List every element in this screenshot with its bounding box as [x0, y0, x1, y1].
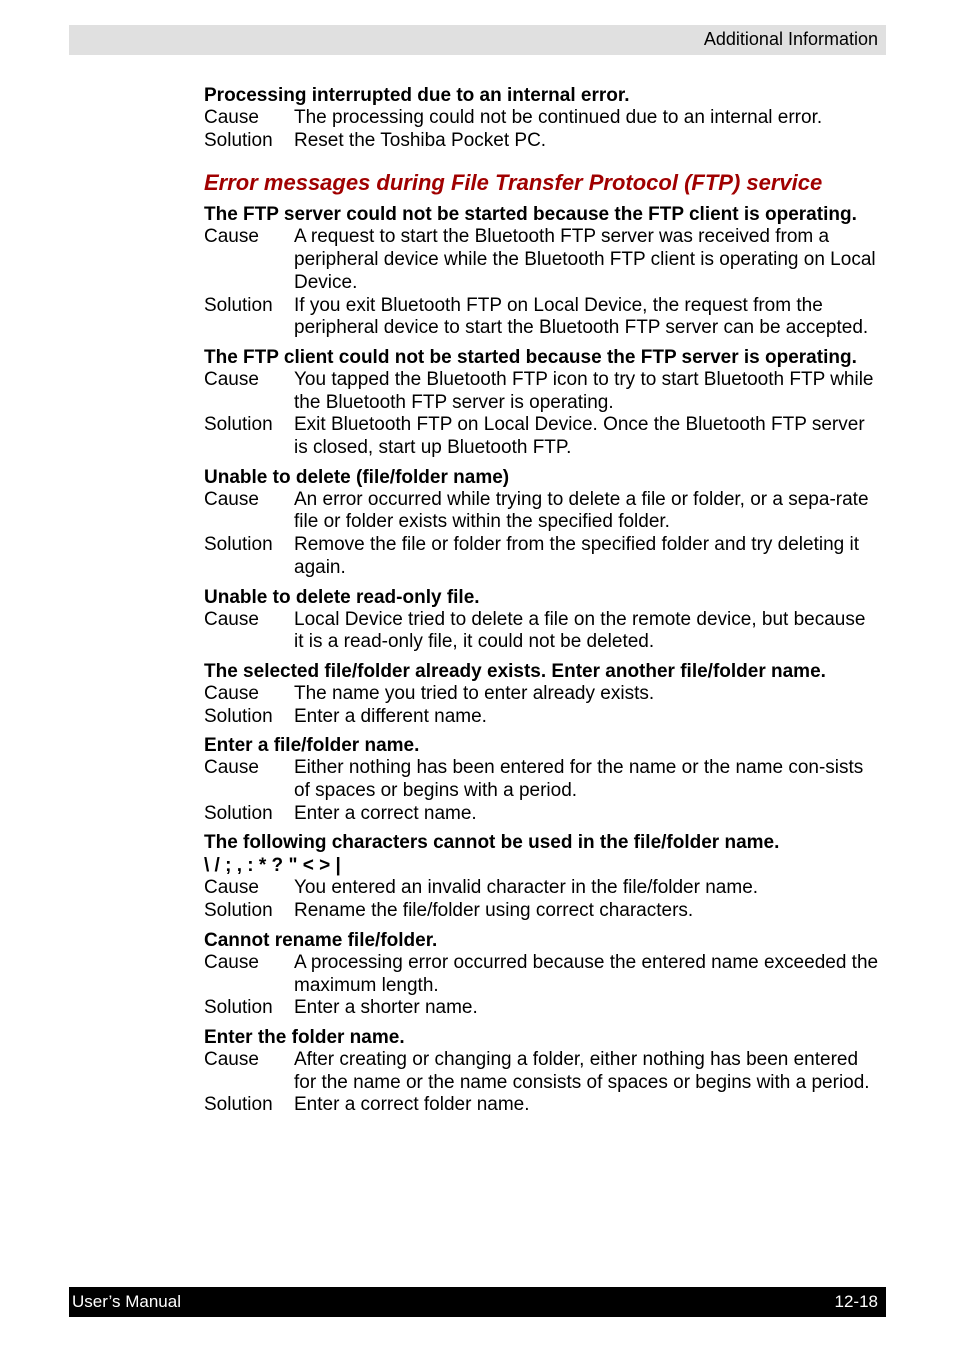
error-entry [204, 929, 880, 1020]
solution-text: Enter a different name. [294, 705, 487, 727]
error-entry [204, 831, 880, 922]
error-title: Unable to delete read-only file. [204, 586, 480, 608]
cause-label: Cause [204, 608, 259, 630]
error-title: Cannot rename file/folder. [204, 929, 438, 951]
error-entry [204, 660, 880, 728]
cause-row [204, 609, 880, 654]
cause-label: Cause [204, 488, 259, 510]
error-entry [204, 586, 880, 654]
cause-text: After creating or changing a folder, either nothing has been entered for the name or the name consists of spaces or begins with a period. [294, 1048, 870, 1093]
footer-manual-title: User’s Manual [72, 1292, 181, 1311]
error-entry [204, 346, 880, 460]
solution-row [204, 803, 880, 826]
cause-text: A request to start the Bluetooth FTP server was received from a peripheral device while the Bluetooth FTP client is operating on Local Device. [294, 226, 876, 293]
solution-row [204, 900, 880, 923]
cause-row [204, 877, 880, 900]
cause-row [204, 489, 880, 534]
solution-row [204, 1094, 880, 1117]
cause-text: Local Device tried to delete a file on the remote device, but because it is a read-only file, it could not be deleted. [294, 608, 866, 653]
error-entry [204, 734, 880, 825]
solution-row [204, 997, 880, 1020]
solution-label: Solution [204, 534, 273, 556]
cause-row [204, 369, 880, 414]
solution-text: Enter a correct name. [294, 802, 477, 824]
solution-label: Solution [204, 900, 273, 922]
cause-label: Cause [204, 107, 259, 128]
solution-row [204, 295, 880, 340]
error-title: The FTP client could not be started because the FTP server is operating. [204, 346, 857, 368]
solution-row [204, 706, 880, 729]
solution-label: Solution [204, 129, 273, 151]
cause-label: Cause [204, 682, 259, 704]
solution-label: Solution [204, 1094, 273, 1116]
error-title: Processing interrupted due to an internal error. [204, 85, 630, 106]
error-entries [204, 203, 880, 1117]
solution-text: Reset the Toshiba Pocket PC. [294, 129, 547, 151]
page-footer [69, 1287, 886, 1317]
solution-text: Enter a correct folder name. [294, 1094, 530, 1116]
error-entry [204, 84, 880, 152]
cause-label: Cause [204, 226, 259, 248]
solution-text: Enter a shorter name. [294, 997, 478, 1019]
solution-label: Solution [204, 997, 273, 1019]
cause-text: The name you tried to enter already exists. [294, 682, 655, 704]
page-content [204, 84, 880, 1123]
cause-label: Cause [204, 1048, 259, 1070]
error-entry [204, 466, 880, 580]
top-entries [204, 84, 880, 152]
page-number: 12-18 [834, 1292, 878, 1311]
solution-text: If you exit Bluetooth FTP on Local Device, the request from the peripheral device to start the Bluetooth FTP server can be accepted. [294, 294, 869, 339]
cause-label: Cause [204, 877, 259, 899]
cause-text: Either nothing has been entered for the name or the name con-sists of spaces or begins with a period. [294, 757, 864, 802]
cause-label: Cause [204, 757, 259, 779]
solution-label: Solution [204, 294, 273, 316]
cause-row [204, 952, 880, 997]
error-entry [204, 1026, 880, 1117]
page-header [69, 25, 886, 55]
cause-label: Cause [204, 951, 259, 973]
cause-row [204, 1049, 880, 1094]
cause-row [204, 107, 880, 130]
cause-text: The processing could not be continued due to an internal error. [294, 107, 823, 128]
solution-label: Solution [204, 802, 273, 824]
header-title: Additional Information [703, 29, 878, 49]
solution-label: Solution [204, 705, 273, 727]
cause-row [204, 757, 880, 802]
cause-text: You entered an invalid character in the file/folder name. [294, 877, 759, 899]
solution-row [204, 130, 880, 153]
solution-row [204, 414, 880, 459]
error-title: The selected file/folder already exists. Enter another file/folder name. [204, 660, 826, 682]
error-entry [204, 203, 880, 340]
cause-row [204, 226, 880, 294]
error-title: Enter the folder name. [204, 1026, 405, 1048]
solution-text: Remove the file or folder from the specified folder and try deleting it again. [294, 534, 860, 578]
cause-text: You tapped the Bluetooth FTP icon to try to start Bluetooth FTP while the Bluetooth FTP server is operating. [294, 368, 874, 413]
solution-text: Exit Bluetooth FTP on Local Device. Once the Bluetooth FTP server is closed, start up Bluetooth FTP. [294, 414, 865, 459]
error-title: The following characters cannot be used in the file/folder name. [204, 832, 780, 854]
section-heading: Error messages during File Transfer Protocol (FTP) service [204, 170, 823, 196]
error-title: Enter a file/folder name. [204, 735, 420, 757]
cause-row [204, 683, 880, 706]
solution-text: Rename the file/folder using correct characters. [294, 900, 694, 922]
cause-text: An error occurred while trying to delete a file or folder, or a sepa-rate file or folder exists within the specified folder. [294, 488, 869, 533]
cause-text: A processing error occurred because the entered name exceeded the maximum length. [294, 951, 879, 996]
cause-label: Cause [204, 368, 259, 390]
error-title: The FTP server could not be started because the FTP client is operating. [204, 204, 857, 226]
solution-row [204, 534, 880, 579]
invalid-characters: \ / ; , : * ? " < > | [204, 855, 341, 877]
error-title: Unable to delete (file/folder name) [204, 466, 510, 488]
solution-label: Solution [204, 414, 273, 436]
